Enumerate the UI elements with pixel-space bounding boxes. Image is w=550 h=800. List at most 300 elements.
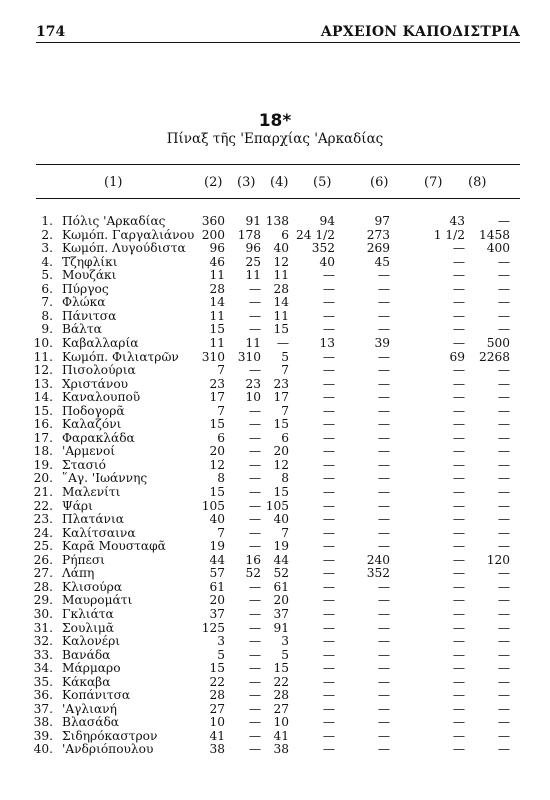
- col6-value: —: [377, 728, 390, 743]
- col3-value: 310: [237, 349, 261, 364]
- col4-value: 8: [281, 471, 289, 486]
- col6-value: —: [377, 322, 390, 337]
- col2-value: 7: [217, 403, 225, 418]
- col3-value: —: [248, 728, 261, 743]
- col6-value: —: [377, 701, 390, 716]
- row-number: 8.: [41, 308, 53, 323]
- place-name: Λάπη: [62, 566, 95, 581]
- col6-value: —: [377, 349, 390, 364]
- col3-value: 11: [245, 335, 261, 350]
- place-name: 'Αγλιανή: [62, 701, 117, 716]
- row-number: 38.: [33, 715, 53, 730]
- col4-value: 61: [273, 579, 289, 594]
- row-number: 18.: [33, 444, 53, 459]
- col3-value: —: [248, 606, 261, 621]
- col6-value: —: [377, 674, 390, 689]
- table-row: [0, 268, 550, 282]
- col6-value: —: [377, 376, 390, 391]
- col3-value: —: [248, 715, 261, 730]
- col2-value: 19: [209, 539, 225, 554]
- col4-value: 3: [281, 634, 289, 649]
- col7-value: —: [452, 268, 465, 283]
- col8-value: —: [497, 701, 510, 716]
- col8-value: 400: [486, 241, 510, 256]
- col3-value: —: [248, 539, 261, 554]
- table-row: [0, 729, 550, 743]
- col5-value: —: [322, 349, 335, 364]
- col8-value: —: [497, 728, 510, 743]
- col4-value: 38: [273, 742, 289, 757]
- col5-value: —: [322, 376, 335, 391]
- place-name: Κωμόπ. Φιλιατρῶν: [62, 349, 179, 364]
- col3-value: 10: [245, 390, 261, 405]
- row-number: 31.: [33, 620, 53, 635]
- col5-value: —: [322, 417, 335, 432]
- place-name: Καναλουποῦ: [62, 390, 141, 405]
- col5-value: —: [322, 471, 335, 486]
- col3-value: 16: [245, 552, 261, 567]
- col4-value: 11: [273, 308, 289, 323]
- row-number: 9.: [41, 322, 53, 337]
- table-number: 18*: [258, 111, 292, 131]
- column-header-1: (1): [104, 175, 123, 190]
- col5-value: —: [322, 322, 335, 337]
- col4-value: 41: [273, 728, 289, 743]
- col6-value: —: [377, 525, 390, 540]
- row-number: 5.: [41, 268, 53, 283]
- col8-value: —: [497, 539, 510, 554]
- col7-value: —: [452, 661, 465, 676]
- col6-value: —: [377, 606, 390, 621]
- col4-value: 28: [273, 281, 289, 296]
- col6-value: —: [377, 308, 390, 323]
- col3-value: —: [248, 688, 261, 703]
- col3-value: —: [248, 444, 261, 459]
- col8-value: —: [497, 661, 510, 676]
- col7-value: —: [452, 471, 465, 486]
- place-name: Βανάδα: [62, 647, 111, 662]
- col7-value: —: [452, 308, 465, 323]
- col8-value: —: [497, 579, 510, 594]
- col6-value: —: [377, 281, 390, 296]
- col3-value: 52: [245, 566, 261, 581]
- col8-value: —: [497, 214, 510, 228]
- col4-value: 44: [273, 552, 289, 567]
- col8-value: —: [497, 485, 510, 499]
- col8-value: —: [497, 322, 510, 337]
- col2-value: 40: [209, 512, 225, 527]
- col2-value: 11: [209, 335, 225, 350]
- row-number: 30.: [33, 606, 53, 621]
- row-number: 6.: [41, 281, 53, 296]
- col2-value: 27: [209, 701, 225, 716]
- col3-value: —: [248, 363, 261, 378]
- col7-value: —: [452, 485, 465, 499]
- row-number: 40.: [33, 742, 53, 757]
- col5-value: —: [322, 403, 335, 418]
- col5-value: —: [322, 606, 335, 621]
- row-number: 10.: [33, 335, 53, 350]
- col2-value: 7: [217, 525, 225, 540]
- col5-value: —: [322, 620, 335, 635]
- col2-value: 22: [209, 674, 225, 689]
- col5-value: —: [322, 634, 335, 649]
- col8-value: —: [497, 254, 510, 269]
- col2-value: 44: [209, 552, 225, 567]
- col4-value: 15: [273, 322, 289, 337]
- col8-value: —: [497, 647, 510, 662]
- col3-value: —: [248, 620, 261, 635]
- place-name: Ψάρι: [62, 498, 93, 513]
- table-row: [0, 471, 550, 485]
- col5-value: —: [322, 579, 335, 594]
- col2-value: 17: [209, 390, 225, 405]
- col5-value: —: [322, 688, 335, 703]
- col5-value: —: [322, 661, 335, 676]
- col4-value: 7: [281, 403, 289, 418]
- col2-value: 10: [209, 715, 225, 730]
- place-name: Καλαζόνι: [62, 417, 122, 432]
- table-row: [0, 580, 550, 594]
- col4-value: 10: [273, 715, 289, 730]
- col3-value: 91: [245, 214, 261, 228]
- column-header-2: (2): [204, 175, 223, 190]
- col4-value: 6: [281, 430, 289, 445]
- row-number: 27.: [33, 566, 53, 581]
- place-name: Ρήπεσι: [62, 552, 105, 567]
- col2-value: 28: [209, 281, 225, 296]
- table-row: [0, 539, 550, 553]
- row-number: 36.: [33, 688, 53, 703]
- col6-value: —: [377, 295, 390, 310]
- column-header-6: (6): [370, 175, 389, 190]
- place-name: Καλίτσαινα: [62, 525, 136, 540]
- table-row: [0, 322, 550, 336]
- place-name: Ποδογορᾶ: [62, 403, 125, 418]
- col8-value: —: [497, 417, 510, 432]
- col7-value: —: [452, 417, 465, 432]
- col8-value: —: [497, 566, 510, 581]
- col3-value: —: [248, 295, 261, 310]
- col2-value: 15: [209, 661, 225, 676]
- row-number: 13.: [33, 376, 53, 391]
- table-row: [0, 621, 550, 635]
- col8-value: —: [497, 512, 510, 527]
- col7-value: —: [452, 742, 465, 757]
- col2-value: 57: [209, 566, 225, 581]
- col5-value: —: [322, 647, 335, 662]
- table-row: [0, 363, 550, 377]
- col8-value: —: [497, 688, 510, 703]
- col6-value: 45: [374, 254, 390, 269]
- col5-value: —: [322, 430, 335, 445]
- col3-value: —: [248, 322, 261, 337]
- col8-value: —: [497, 593, 510, 608]
- row-number: 37.: [33, 701, 53, 716]
- col3-value: —: [248, 403, 261, 418]
- col8-value: —: [497, 525, 510, 540]
- col4-value: 138: [265, 214, 289, 228]
- col2-value: 15: [209, 485, 225, 499]
- col4-value: 12: [273, 457, 289, 472]
- col2-value: 12: [209, 457, 225, 472]
- col6-value: —: [377, 647, 390, 662]
- col2-value: 11: [209, 268, 225, 283]
- col7-value: —: [452, 539, 465, 554]
- col7-value: —: [452, 688, 465, 703]
- table-row: [0, 444, 550, 458]
- col4-value: 20: [273, 444, 289, 459]
- row-number: 20.: [33, 471, 53, 486]
- place-name: Φαρακλάδα: [62, 430, 135, 445]
- col7-value: —: [452, 579, 465, 594]
- col4-value: 15: [273, 661, 289, 676]
- col4-value: 5: [281, 647, 289, 662]
- page-header: [36, 20, 520, 44]
- col2-value: 200: [201, 227, 225, 242]
- col2-value: 6: [217, 430, 225, 445]
- col3-value: 178: [237, 227, 261, 242]
- table-row: [0, 309, 550, 323]
- col8-value: 2268: [478, 349, 510, 364]
- place-name: Μαλενίτι: [62, 485, 121, 499]
- col2-value: 20: [209, 444, 225, 459]
- place-name: Πλατάνια: [62, 512, 124, 527]
- col4-value: 40: [273, 512, 289, 527]
- place-name: Χριστάνου: [62, 376, 129, 391]
- col5-value: —: [322, 742, 335, 757]
- table-top-rule: [36, 164, 520, 165]
- col2-value: 15: [209, 322, 225, 337]
- col8-value: —: [497, 390, 510, 405]
- col2-value: 125: [201, 620, 225, 635]
- col7-value: —: [452, 322, 465, 337]
- col4-value: 7: [281, 363, 289, 378]
- place-name: Κωμόπ. Λυγούδιστα: [62, 241, 186, 256]
- col2-value: 14: [209, 295, 225, 310]
- row-number: 21.: [33, 485, 53, 499]
- table-row: [0, 607, 550, 621]
- col6-value: —: [377, 715, 390, 730]
- col6-value: 352: [366, 566, 390, 581]
- col4-value: 14: [273, 295, 289, 310]
- col6-value: 39: [374, 335, 390, 350]
- row-number: 19.: [33, 457, 53, 472]
- table-row: [0, 404, 550, 418]
- col3-value: —: [248, 457, 261, 472]
- col7-value: —: [452, 498, 465, 513]
- col6-value: —: [377, 661, 390, 676]
- col5-value: —: [322, 363, 335, 378]
- col8-value: —: [497, 715, 510, 730]
- col2-value: 23: [209, 376, 225, 391]
- col5-value: 40: [319, 254, 335, 269]
- column-header-7: (7): [424, 175, 443, 190]
- col4-value: 20: [273, 593, 289, 608]
- col8-value: —: [497, 457, 510, 472]
- col2-value: 37: [209, 606, 225, 621]
- col8-value: —: [497, 674, 510, 689]
- col8-value: —: [497, 281, 510, 296]
- col5-value: —: [322, 593, 335, 608]
- col3-value: —: [248, 430, 261, 445]
- col4-value: 19: [273, 539, 289, 554]
- col2-value: 310: [201, 349, 225, 364]
- place-name: Στασιό: [62, 457, 107, 472]
- table-row: [0, 634, 550, 648]
- row-number: 3.: [41, 241, 53, 256]
- row-number: 35.: [33, 674, 53, 689]
- place-name: Πόλις 'Αρκαδίας: [62, 214, 166, 228]
- col4-value: 105: [265, 498, 289, 513]
- col3-value: 96: [245, 241, 261, 256]
- col8-value: 1458: [478, 227, 510, 242]
- col2-value: 46: [209, 254, 225, 269]
- col3-value: —: [248, 417, 261, 432]
- col4-value: 15: [273, 417, 289, 432]
- row-number: 2.: [41, 227, 53, 242]
- col6-value: —: [377, 498, 390, 513]
- col5-value: —: [322, 715, 335, 730]
- col5-value: 352: [311, 241, 335, 256]
- col4-value: 27: [273, 701, 289, 716]
- place-name: ῞Αγ. 'Ιωάννης: [62, 471, 148, 486]
- place-name: 'Ανδριόπουλου: [62, 742, 154, 757]
- place-name: Μουζάκι: [62, 268, 117, 283]
- col3-value: —: [248, 281, 261, 296]
- row-number: 23.: [33, 512, 53, 527]
- col8-value: —: [497, 376, 510, 391]
- table-row: [0, 715, 550, 729]
- row-number: 25.: [33, 539, 53, 554]
- col4-value: 52: [273, 566, 289, 581]
- col5-value: —: [322, 295, 335, 310]
- col8-value: —: [497, 742, 510, 757]
- col4-value: 40: [273, 241, 289, 256]
- table-row: [0, 336, 550, 350]
- place-name: Μάρμαρο: [62, 661, 121, 676]
- col6-value: —: [377, 403, 390, 418]
- col4-value: 12: [273, 254, 289, 269]
- col8-value: —: [497, 606, 510, 621]
- col5-value: —: [322, 444, 335, 459]
- table-row: [0, 377, 550, 391]
- col7-value: —: [452, 566, 465, 581]
- col8-value: —: [497, 620, 510, 635]
- place-name: Φλώκα: [62, 295, 106, 310]
- col3-value: 11: [245, 268, 261, 283]
- row-number: 12.: [33, 363, 53, 378]
- col6-value: —: [377, 417, 390, 432]
- place-name: Μαυρομάτι: [62, 593, 133, 608]
- table-row: [0, 702, 550, 716]
- table-row: [0, 661, 550, 675]
- col5-value: —: [322, 485, 335, 499]
- col5-value: —: [322, 566, 335, 581]
- col3-value: —: [248, 674, 261, 689]
- table-row: [0, 499, 550, 513]
- col8-value: —: [497, 444, 510, 459]
- col7-value: —: [452, 295, 465, 310]
- place-name: Καρᾶ Μουσταφᾶ: [62, 539, 166, 554]
- table-row: [0, 295, 550, 309]
- table-row: [0, 350, 550, 364]
- col7-value: —: [452, 606, 465, 621]
- col8-value: —: [497, 498, 510, 513]
- col5-value: —: [322, 308, 335, 323]
- col4-value: 37: [273, 606, 289, 621]
- col6-value: —: [377, 620, 390, 635]
- col2-value: 61: [209, 579, 225, 594]
- table-row: [0, 742, 550, 756]
- col6-value: —: [377, 512, 390, 527]
- place-name: Σιδηρόκαστρον: [62, 728, 158, 743]
- running-head: ΑΡΧΕΙΟΝ ΚΑΠΟΔΙΣΤΡΙΑ: [320, 24, 520, 40]
- table-row: [0, 566, 550, 580]
- col7-value: 1 1/2: [433, 227, 465, 242]
- table-row: [0, 255, 550, 269]
- table-row: [0, 458, 550, 472]
- col5-value: 13: [319, 335, 335, 350]
- col7-value: —: [452, 620, 465, 635]
- row-number: 28.: [33, 579, 53, 594]
- col4-value: 5: [281, 349, 289, 364]
- col4-value: 17: [273, 390, 289, 405]
- col6-value: 240: [366, 552, 390, 567]
- col7-value: —: [452, 335, 465, 350]
- col6-value: —: [377, 457, 390, 472]
- table-row: [0, 241, 550, 255]
- col7-value: —: [452, 525, 465, 540]
- col5-value: —: [322, 457, 335, 472]
- col2-value: 96: [209, 241, 225, 256]
- place-name: Πάνιτσα: [62, 308, 117, 323]
- row-number: 1.: [41, 214, 53, 228]
- col2-value: 360: [201, 214, 225, 228]
- col5-value: —: [322, 728, 335, 743]
- table-row: [0, 390, 550, 404]
- col6-value: —: [377, 390, 390, 405]
- col3-value: —: [248, 512, 261, 527]
- col3-value: —: [248, 661, 261, 676]
- col6-value: —: [377, 593, 390, 608]
- table-row: [0, 526, 550, 540]
- col4-value: 28: [273, 688, 289, 703]
- col4-value: 7: [281, 525, 289, 540]
- page-number: 174: [36, 24, 66, 40]
- col3-value: —: [248, 471, 261, 486]
- col6-value: —: [377, 688, 390, 703]
- place-name: Καβαλλαρία: [62, 335, 139, 350]
- col8-value: —: [497, 295, 510, 310]
- col5-value: 94: [319, 214, 335, 228]
- col3-value: 25: [245, 254, 261, 269]
- col6-value: 273: [366, 227, 390, 242]
- col7-value: —: [452, 552, 465, 567]
- table-row: [0, 417, 550, 431]
- row-number: 29.: [33, 593, 53, 608]
- col6-value: —: [377, 742, 390, 757]
- col7-value: —: [452, 363, 465, 378]
- place-name: 'Αρμενοί: [62, 444, 116, 459]
- col5-value: —: [322, 268, 335, 283]
- col3-value: —: [248, 485, 261, 499]
- table-title: Πίναξ τῆς 'Επαρχίας 'Αρκαδίας: [166, 131, 384, 147]
- row-number: 34.: [33, 661, 53, 676]
- col6-value: —: [377, 471, 390, 486]
- col8-value: —: [497, 268, 510, 283]
- table-row: [0, 431, 550, 445]
